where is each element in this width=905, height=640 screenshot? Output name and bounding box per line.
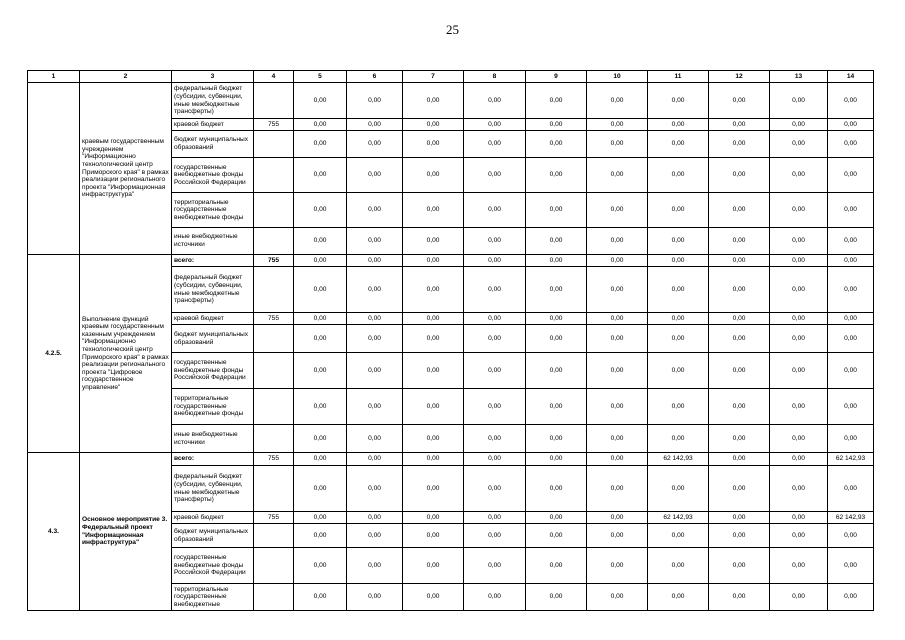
amount-cell: 0,00 — [464, 548, 526, 584]
amount-cell: 0,00 — [464, 353, 526, 389]
amount-cell: 0,00 — [526, 389, 587, 425]
budget-code: 755 — [254, 313, 294, 325]
column-header: 7 — [403, 71, 464, 83]
amount-cell: 0,00 — [347, 524, 403, 548]
amount-cell: 0,00 — [464, 158, 526, 193]
amount-cell: 0,00 — [403, 131, 464, 158]
amount-cell: 0,00 — [526, 193, 587, 228]
amount-cell: 0,00 — [347, 255, 403, 267]
amount-cell: 0,00 — [403, 119, 464, 131]
item-name: Основное мероприятие 3. Федеральный проект "Информационная инфраструктура" — [80, 453, 172, 611]
amount-cell: 0,00 — [294, 389, 347, 425]
column-header: 2 — [80, 71, 172, 83]
amount-cell: 0,00 — [709, 158, 770, 193]
amount-cell: 0,00 — [347, 512, 403, 524]
amount-cell: 0,00 — [648, 524, 709, 548]
amount-cell: 0,00 — [403, 524, 464, 548]
budget-code — [254, 353, 294, 389]
amount-cell: 0,00 — [828, 313, 874, 325]
amount-cell: 0,00 — [828, 353, 874, 389]
amount-cell: 0,00 — [770, 158, 828, 193]
amount-cell: 0,00 — [347, 193, 403, 228]
amount-cell: 0,00 — [648, 466, 709, 512]
table-row — [28, 453, 874, 466]
budget-code — [254, 83, 294, 119]
amount-cell: 0,00 — [464, 389, 526, 425]
amount-cell: 0,00 — [828, 83, 874, 119]
amount-cell: 0,00 — [403, 325, 464, 353]
amount-cell: 0,00 — [828, 389, 874, 425]
amount-cell: 0,00 — [709, 193, 770, 228]
amount-cell: 0,00 — [770, 119, 828, 131]
item-number — [28, 83, 80, 255]
amount-cell: 0,00 — [648, 584, 709, 611]
amount-cell: 0,00 — [526, 131, 587, 158]
amount-cell: 0,00 — [464, 466, 526, 512]
amount-cell: 0,00 — [347, 158, 403, 193]
amount-cell: 0,00 — [770, 425, 828, 453]
column-header: 6 — [347, 71, 403, 83]
amount-cell: 0,00 — [403, 389, 464, 425]
amount-cell: 0,00 — [403, 228, 464, 255]
amount-cell: 0,00 — [464, 584, 526, 611]
table-row — [28, 83, 874, 119]
amount-cell: 0,00 — [828, 425, 874, 453]
amount-cell: 62 142,93 — [648, 512, 709, 524]
column-header: 14 — [828, 71, 874, 83]
amount-cell: 0,00 — [403, 453, 464, 466]
column-header: 1 — [28, 71, 80, 83]
amount-cell: 0,00 — [347, 83, 403, 119]
amount-cell: 0,00 — [709, 584, 770, 611]
funding-source: бюджет муниципальных образований — [172, 131, 254, 158]
funding-source: всего: — [172, 453, 254, 466]
amount-cell: 0,00 — [709, 267, 770, 313]
amount-cell: 0,00 — [347, 228, 403, 255]
amount-cell: 0,00 — [770, 524, 828, 548]
budget-code — [254, 267, 294, 313]
amount-cell: 0,00 — [526, 584, 587, 611]
amount-cell: 0,00 — [403, 425, 464, 453]
amount-cell: 0,00 — [770, 548, 828, 584]
amount-cell: 0,00 — [648, 83, 709, 119]
amount-cell: 0,00 — [770, 466, 828, 512]
amount-cell: 0,00 — [403, 584, 464, 611]
amount-cell: 0,00 — [464, 425, 526, 453]
budget-code: 755 — [254, 255, 294, 267]
budget-code — [254, 584, 294, 611]
amount-cell: 0,00 — [294, 353, 347, 389]
amount-cell: 0,00 — [770, 353, 828, 389]
budget-code — [254, 548, 294, 584]
column-header: 3 — [172, 71, 254, 83]
budget-code — [254, 425, 294, 453]
amount-cell: 0,00 — [770, 83, 828, 119]
amount-cell: 0,00 — [648, 131, 709, 158]
amount-cell: 0,00 — [347, 466, 403, 512]
column-header: 5 — [294, 71, 347, 83]
amount-cell: 0,00 — [828, 466, 874, 512]
amount-cell: 0,00 — [587, 512, 648, 524]
amount-cell: 0,00 — [403, 193, 464, 228]
amount-cell: 0,00 — [648, 353, 709, 389]
amount-cell: 0,00 — [347, 548, 403, 584]
amount-cell: 0,00 — [403, 255, 464, 267]
amount-cell: 0,00 — [587, 313, 648, 325]
amount-cell: 0,00 — [587, 255, 648, 267]
amount-cell: 0,00 — [770, 313, 828, 325]
amount-cell: 0,00 — [770, 267, 828, 313]
page-number: 25 — [446, 22, 459, 37]
amount-cell: 0,00 — [709, 119, 770, 131]
amount-cell: 0,00 — [828, 524, 874, 548]
funding-source: краевой бюджет — [172, 512, 254, 524]
amount-cell: 0,00 — [709, 255, 770, 267]
amount-cell: 0,00 — [464, 325, 526, 353]
funding-source: иные внебюджетные источники — [172, 425, 254, 453]
amount-cell: 0,00 — [648, 313, 709, 325]
amount-cell: 0,00 — [648, 228, 709, 255]
amount-cell: 0,00 — [770, 453, 828, 466]
amount-cell: 0,00 — [828, 267, 874, 313]
amount-cell: 0,00 — [347, 425, 403, 453]
amount-cell: 62 142,93 — [828, 512, 874, 524]
amount-cell: 0,00 — [587, 267, 648, 313]
amount-cell: 0,00 — [294, 267, 347, 313]
amount-cell: 0,00 — [403, 158, 464, 193]
table-row — [28, 255, 874, 267]
amount-cell: 0,00 — [526, 325, 587, 353]
budget-code: 755 — [254, 512, 294, 524]
funding-source: федеральный бюджет (субсидии, субвенции, иные межбюджетные трансферты) — [172, 267, 254, 313]
amount-cell: 0,00 — [347, 353, 403, 389]
funding-source: краевой бюджет — [172, 313, 254, 325]
amount-cell: 62 142,93 — [648, 453, 709, 466]
amount-cell: 0,00 — [464, 119, 526, 131]
amount-cell: 0,00 — [587, 228, 648, 255]
amount-cell: 0,00 — [464, 267, 526, 313]
amount-cell: 0,00 — [347, 325, 403, 353]
amount-cell: 0,00 — [587, 131, 648, 158]
amount-cell: 0,00 — [526, 512, 587, 524]
funding-source: территориальные государственные внебюджетные фонды — [172, 389, 254, 425]
amount-cell: 0,00 — [770, 584, 828, 611]
amount-cell: 0,00 — [294, 119, 347, 131]
amount-cell: 0,00 — [464, 255, 526, 267]
amount-cell: 0,00 — [347, 584, 403, 611]
amount-cell: 0,00 — [587, 584, 648, 611]
amount-cell: 0,00 — [709, 353, 770, 389]
amount-cell: 0,00 — [464, 313, 526, 325]
amount-cell: 0,00 — [587, 158, 648, 193]
amount-cell: 0,00 — [347, 313, 403, 325]
amount-cell: 0,00 — [587, 524, 648, 548]
column-header: 13 — [770, 71, 828, 83]
amount-cell: 0,00 — [770, 389, 828, 425]
budget-code — [254, 389, 294, 425]
amount-cell: 0,00 — [709, 466, 770, 512]
amount-cell: 0,00 — [526, 267, 587, 313]
amount-cell: 0,00 — [770, 325, 828, 353]
budget-code: 755 — [254, 119, 294, 131]
budget-code: 755 — [254, 453, 294, 466]
amount-cell: 0,00 — [294, 425, 347, 453]
amount-cell: 0,00 — [294, 255, 347, 267]
column-number-row — [28, 71, 874, 83]
column-header: 8 — [464, 71, 526, 83]
amount-cell: 0,00 — [828, 193, 874, 228]
amount-cell: 0,00 — [770, 131, 828, 158]
budget-code — [254, 325, 294, 353]
budget-code — [254, 466, 294, 512]
amount-cell: 0,00 — [403, 313, 464, 325]
amount-cell: 0,00 — [347, 389, 403, 425]
item-number: 4.2.5. — [28, 255, 80, 453]
amount-cell: 0,00 — [526, 255, 587, 267]
amount-cell: 0,00 — [648, 267, 709, 313]
amount-cell: 0,00 — [648, 119, 709, 131]
funding-source: бюджет муниципальных образований — [172, 524, 254, 548]
amount-cell: 0,00 — [294, 466, 347, 512]
amount-cell: 0,00 — [648, 158, 709, 193]
amount-cell: 0,00 — [709, 228, 770, 255]
amount-cell: 0,00 — [294, 325, 347, 353]
amount-cell: 0,00 — [294, 158, 347, 193]
amount-cell: 0,00 — [587, 425, 648, 453]
amount-cell: 0,00 — [709, 548, 770, 584]
budget-code — [254, 524, 294, 548]
amount-cell: 0,00 — [347, 131, 403, 158]
amount-cell: 0,00 — [648, 389, 709, 425]
amount-cell: 0,00 — [403, 267, 464, 313]
amount-cell: 0,00 — [709, 512, 770, 524]
amount-cell: 0,00 — [526, 228, 587, 255]
amount-cell: 0,00 — [526, 313, 587, 325]
funding-source: бюджет муниципальных образований — [172, 325, 254, 353]
amount-cell: 0,00 — [294, 524, 347, 548]
amount-cell: 0,00 — [526, 466, 587, 512]
amount-cell: 0,00 — [648, 325, 709, 353]
amount-cell: 0,00 — [403, 512, 464, 524]
amount-cell: 0,00 — [347, 119, 403, 131]
item-name: Выполнение функций краевым государственным казенным учреждением "Информационно технологический центр Приморского края" в рамках реализации регионального проекта "Цифровое государственное управление" — [80, 255, 172, 453]
amount-cell: 0,00 — [347, 267, 403, 313]
column-header: 10 — [587, 71, 648, 83]
amount-cell: 0,00 — [526, 548, 587, 584]
funding-source: всего: — [172, 255, 254, 267]
budget-table — [27, 70, 874, 611]
item-name: краевым государственным учреждением "Информационно технологический центр Приморского края" в рамках реализации регионального проекта "Информационная инфраструктура" — [80, 83, 172, 255]
column-header: 12 — [709, 71, 770, 83]
amount-cell: 0,00 — [648, 425, 709, 453]
amount-cell: 0,00 — [648, 193, 709, 228]
funding-source: федеральный бюджет (субсидии, субвенции, иные межбюджетные трансферты) — [172, 83, 254, 119]
budget-code — [254, 228, 294, 255]
funding-source: территориальные государственные внебюджетные фонды — [172, 193, 254, 228]
amount-cell: 0,00 — [294, 313, 347, 325]
amount-cell: 0,00 — [587, 453, 648, 466]
funding-source: государственные внебюджетные фонды Российской Федерации — [172, 353, 254, 389]
amount-cell: 0,00 — [709, 524, 770, 548]
amount-cell: 0,00 — [403, 353, 464, 389]
amount-cell: 0,00 — [294, 228, 347, 255]
item-number: 4.3. — [28, 453, 80, 611]
amount-cell: 0,00 — [587, 83, 648, 119]
amount-cell: 0,00 — [828, 325, 874, 353]
funding-source: иные внебюджетные источники — [172, 228, 254, 255]
amount-cell: 0,00 — [709, 131, 770, 158]
column-header: 4 — [254, 71, 294, 83]
amount-cell: 0,00 — [770, 255, 828, 267]
amount-cell: 0,00 — [464, 193, 526, 228]
funding-source: государственные внебюджетные фонды Российской Федерации — [172, 548, 254, 584]
column-header: 9 — [526, 71, 587, 83]
amount-cell: 0,00 — [294, 83, 347, 119]
column-header: 11 — [648, 71, 709, 83]
amount-cell: 0,00 — [526, 453, 587, 466]
amount-cell: 0,00 — [526, 158, 587, 193]
amount-cell: 0,00 — [587, 548, 648, 584]
budget-code — [254, 158, 294, 193]
amount-cell: 0,00 — [709, 425, 770, 453]
amount-cell: 0,00 — [587, 325, 648, 353]
amount-cell: 0,00 — [294, 193, 347, 228]
budget-code — [254, 131, 294, 158]
amount-cell: 0,00 — [464, 131, 526, 158]
amount-cell: 0,00 — [464, 512, 526, 524]
amount-cell: 0,00 — [709, 389, 770, 425]
amount-cell: 0,00 — [828, 548, 874, 584]
amount-cell: 0,00 — [587, 353, 648, 389]
amount-cell: 0,00 — [770, 193, 828, 228]
amount-cell: 0,00 — [587, 389, 648, 425]
amount-cell: 0,00 — [770, 512, 828, 524]
funding-source: государственные внебюджетные фонды Российской Федерации — [172, 158, 254, 193]
amount-cell: 0,00 — [464, 524, 526, 548]
amount-cell: 0,00 — [294, 131, 347, 158]
amount-cell: 0,00 — [294, 548, 347, 584]
amount-cell: 0,00 — [648, 548, 709, 584]
amount-cell: 0,00 — [828, 131, 874, 158]
amount-cell: 0,00 — [526, 353, 587, 389]
amount-cell: 0,00 — [347, 453, 403, 466]
amount-cell: 0,00 — [464, 83, 526, 119]
amount-cell: 0,00 — [294, 453, 347, 466]
amount-cell: 0,00 — [828, 119, 874, 131]
amount-cell: 0,00 — [709, 325, 770, 353]
amount-cell: 0,00 — [828, 584, 874, 611]
funding-source: территориальные государственные внебюджетные — [172, 584, 254, 611]
amount-cell: 0,00 — [403, 548, 464, 584]
amount-cell: 0,00 — [828, 255, 874, 267]
amount-cell: 0,00 — [526, 119, 587, 131]
amount-cell: 0,00 — [294, 512, 347, 524]
amount-cell: 0,00 — [464, 228, 526, 255]
amount-cell: 0,00 — [828, 158, 874, 193]
budget-code — [254, 193, 294, 228]
amount-cell: 0,00 — [709, 453, 770, 466]
funding-source: федеральный бюджет (субсидии, субвенции, иные межбюджетные трансферты) — [172, 466, 254, 512]
amount-cell: 0,00 — [709, 313, 770, 325]
amount-cell: 0,00 — [648, 255, 709, 267]
amount-cell: 62 142,93 — [828, 453, 874, 466]
amount-cell: 0,00 — [770, 228, 828, 255]
amount-cell: 0,00 — [587, 466, 648, 512]
amount-cell: 0,00 — [828, 228, 874, 255]
amount-cell: 0,00 — [464, 453, 526, 466]
amount-cell: 0,00 — [294, 584, 347, 611]
amount-cell: 0,00 — [403, 466, 464, 512]
amount-cell: 0,00 — [587, 193, 648, 228]
amount-cell: 0,00 — [526, 83, 587, 119]
amount-cell: 0,00 — [526, 425, 587, 453]
funding-source: краевой бюджет — [172, 119, 254, 131]
amount-cell: 0,00 — [526, 524, 587, 548]
amount-cell: 0,00 — [709, 83, 770, 119]
amount-cell: 0,00 — [403, 83, 464, 119]
amount-cell: 0,00 — [587, 119, 648, 131]
